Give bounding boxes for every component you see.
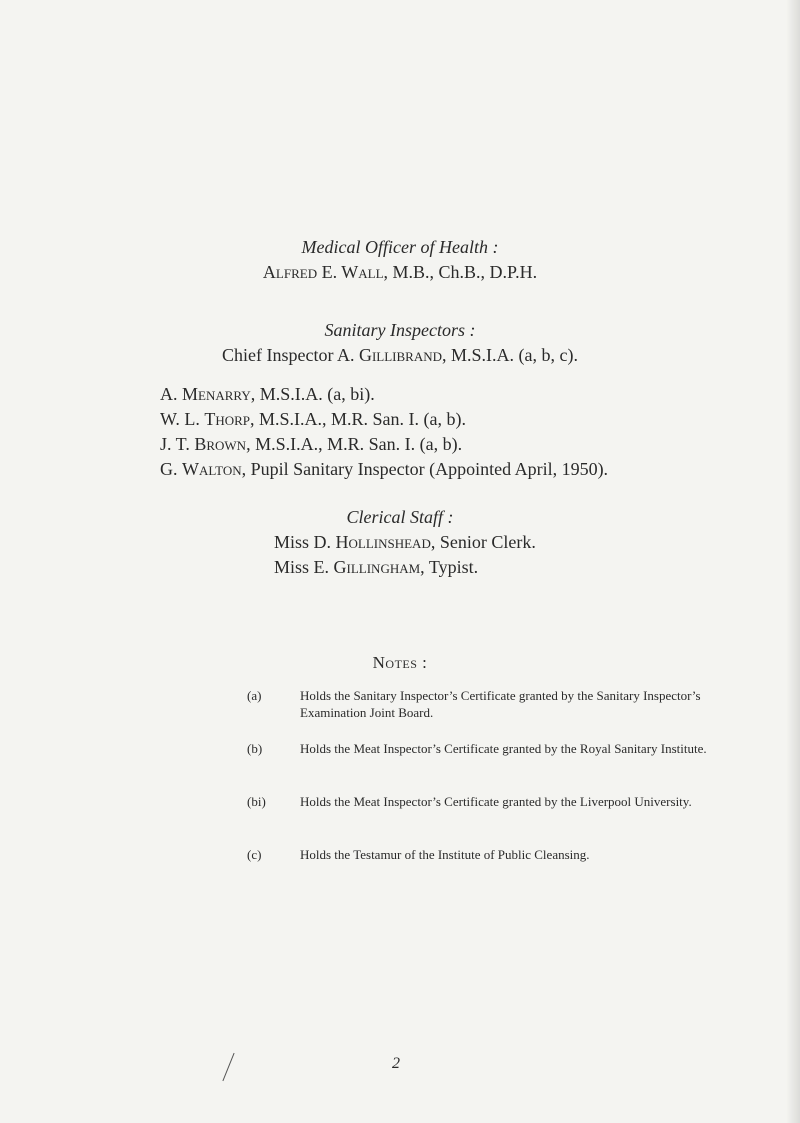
clerical-staff-line	[274, 531, 536, 553]
note-text: Holds the Testamur of the Institute of Public Cleansing.	[300, 847, 590, 862]
inspector-initials: A.	[160, 384, 182, 404]
inspector-initials: W. L.	[160, 409, 205, 429]
inspector-name: Brown	[194, 434, 247, 454]
inspector-qualifications: , M.S.I.A., M.R. San. I. (a, b).	[246, 434, 463, 454]
inspector-initials: G.	[160, 459, 182, 479]
inspector-initials: J. T.	[160, 434, 195, 454]
inspector-line	[160, 383, 375, 405]
staff-role: , Senior Clerk.	[430, 532, 536, 552]
inspector-qualifications: , Pupil Sanitary Inspector (Appointed April, 1950).	[241, 459, 609, 479]
inspector-qualifications: , M.S.I.A. (a, bi).	[250, 384, 375, 404]
moh-name: Alfred E. Wall	[262, 262, 384, 282]
inspector-line	[160, 458, 608, 480]
note-label: (a)	[247, 688, 262, 703]
note-text: Holds the Meat Inspector’s Certificate granted by the Royal Sanitary Institute.	[300, 741, 707, 756]
inspector-name: Menarry	[182, 384, 251, 404]
page-edge-shadow	[786, 0, 800, 1123]
note-label: (b)	[247, 741, 263, 756]
moh-heading: Medical Officer of Health :	[301, 237, 499, 257]
staff-name: Gillingham	[333, 557, 421, 577]
note-text: Holds the Meat Inspector’s Certificate granted by the Liverpool University.	[300, 794, 692, 809]
clerical-heading: Clerical Staff :	[346, 507, 454, 527]
note-label: (c)	[247, 847, 262, 862]
notes-heading: Notes :	[372, 653, 428, 672]
page-number: 2	[392, 1055, 400, 1072]
chief-inspector-name: Gillibrand	[358, 345, 443, 365]
inspector-line	[160, 433, 462, 455]
inspector-name: Thorp	[204, 409, 251, 429]
note-label: (bi)	[247, 794, 266, 809]
note-item	[247, 793, 777, 833]
note-item	[247, 740, 777, 780]
sanitary-heading: Sanitary Inspectors :	[324, 320, 476, 340]
staff-role: , Typist.	[420, 557, 479, 577]
inspector-name: Walton	[182, 459, 242, 479]
chief-inspector-prefix: Chief Inspector A.	[222, 345, 359, 365]
staff-prefix: Miss E.	[274, 557, 334, 577]
staff-prefix: Miss D.	[274, 532, 336, 552]
moh-name-line	[0, 261, 800, 283]
staff-name: Hollinshead	[335, 532, 431, 552]
chief-inspector-rest: , M.S.I.A. (a, b, c).	[442, 345, 578, 365]
chief-inspector-line	[0, 344, 800, 366]
note-text: Holds the Sanitary Inspector’s Certificate granted by the Sanitary Inspector’s Examination Joint Board.	[300, 688, 701, 720]
pencil-mark	[222, 1053, 234, 1081]
inspector-qualifications: , M.S.I.A., M.R. San. I. (a, b).	[250, 409, 467, 429]
note-item	[247, 687, 777, 727]
note-item	[247, 846, 777, 866]
clerical-staff-line	[274, 556, 478, 578]
moh-qualifications: , M.B., Ch.B., D.P.H.	[383, 262, 538, 282]
inspector-line	[160, 408, 466, 430]
